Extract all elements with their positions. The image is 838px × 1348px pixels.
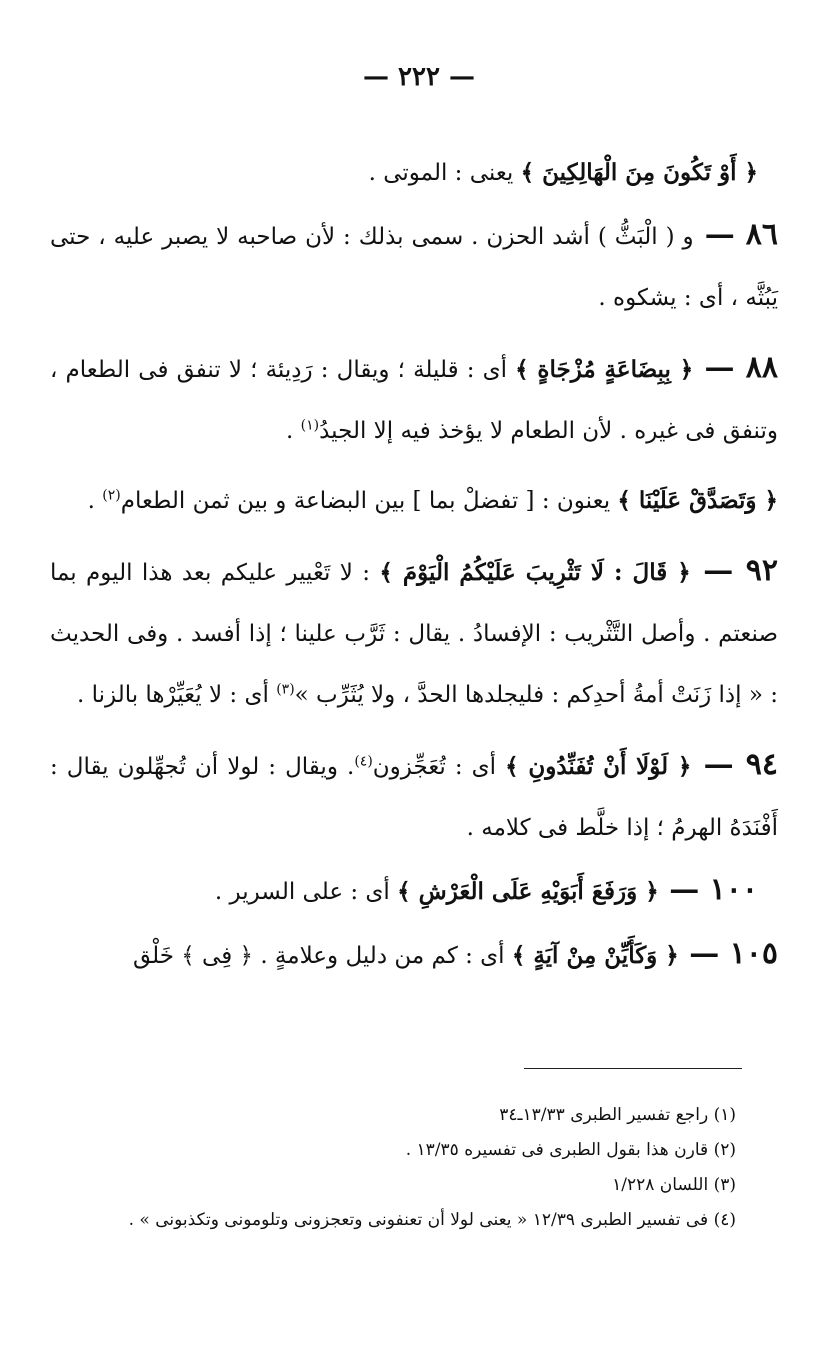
verse-number: ٩٢ —	[690, 553, 779, 588]
commentary-tail: . ويقال : لولا أن تُجهِّلون يقال : أَفْنَدَهُ الهرمُ ؛ إذا خلَّط فى كلامه .	[50, 754, 778, 841]
verse-number: ٨٦ —	[693, 217, 779, 252]
commentary-text: أى : تُعَجِّزون	[372, 754, 506, 780]
footnotes	[60, 1098, 736, 1238]
footnote-ref: (٢)	[102, 487, 121, 504]
footnote-1: (١) راجع تفسير الطبرى ١٣/٣٣ـ٣٤	[499, 1105, 736, 1125]
commentary-text: يعنون : [ تفضلْ بما ] بين البضاعة و بين ثمن الطعام	[120, 488, 618, 514]
paragraph-7	[50, 859, 778, 923]
paragraph-6	[50, 734, 778, 859]
commentary-text: أى : قليلة ؛ ويقال : رَدِيئة ؛ لا تنفق فى الطعام ، وتنفق فى غيره . لأن الطعام لا يؤخذ فيه إلا الجيدُ	[50, 357, 778, 444]
footnote-ref: (١)	[300, 417, 320, 434]
footnote-divider	[524, 1068, 742, 1069]
paragraph-3	[50, 337, 778, 462]
verse-number: ١٠٠ —	[658, 872, 758, 907]
page-number: — ٢٢٢ —	[362, 62, 476, 92]
quran-quote: ﴿ وَكَأَيِّنْ مِنْ آيَةٍ ﴾	[511, 942, 679, 969]
commentary-tail: أى : لا يُعَيِّرْها بالزنا .	[76, 682, 277, 708]
commentary-text: أى : على السرير .	[214, 879, 398, 905]
commentary-tail: .	[87, 488, 103, 514]
verse-number: ١٠٥ —	[678, 936, 778, 971]
commentary-text: يعنى : الموتى .	[368, 160, 521, 186]
verse-number: ٨٨ —	[693, 350, 778, 385]
quran-quote: ﴿ لَوْلَا أَنْ تُفَنِّدُونِ ﴾	[505, 753, 692, 780]
verse-number: ٩٤ —	[691, 747, 778, 782]
paragraph-8	[50, 923, 778, 987]
paragraph-4	[50, 470, 778, 532]
main-text	[50, 142, 778, 987]
paragraph-2	[50, 204, 778, 329]
footnote-ref: (٤)	[354, 753, 373, 770]
footnote-2: (٢) قارن هذا بقول الطبرى فى تفسيره ١٣/٣٥ .	[405, 1140, 736, 1160]
quran-quote: ﴿ بِبِضَاعَةٍ مُزْجَاةٍ ﴾	[515, 356, 694, 383]
commentary-text: و ( الْبَثُّ ) أشد الحزن . سمى بذلك : لأن صاحبه لا يصبر عليه ، حتى يَبُثَّه ، أى : يشكوه .	[50, 224, 778, 311]
footnote-4: (٤) فى تفسير الطبرى ١٢/٣٩ « يعنى لولا أن تعنفونى وتعجزونى وتلومونى وتكذبونى » .	[128, 1210, 736, 1230]
quran-quote: ﴿ أَوْ تَكُونَ مِنَ الْهَالِكِينَ ﴾	[520, 159, 758, 186]
commentary-text: أى : كم من دليل وعلامةٍ . ﴿ فِى ﴾ خَلْق	[132, 943, 512, 969]
paragraph-1	[50, 142, 778, 204]
footnote-ref: (٣)	[276, 681, 295, 698]
footnote-3: (٣) اللسان ١/٢٢٨	[612, 1175, 736, 1195]
quran-quote: ﴿ وَرَفَعَ أَبَوَيْهِ عَلَى الْعَرْشِ ﴾	[397, 878, 659, 905]
commentary-tail: .	[286, 418, 301, 444]
commentary-text: : لا تَعْيير عليكم بعد هذا اليوم بما صنعتم . وأصل التَّثْريب : الإفسادُ . يقال : ثَرَّب علينا ؛ إذا أفسد . وفى الحديث : « إذا زَنَتْ أمةُ أحدِكم : فليجلدها الحدَّ ، ولا يُثَرِّب »	[50, 560, 778, 708]
paragraph-5	[50, 540, 778, 726]
quran-quote: ﴿ وَتَصَدَّقْ عَلَيْنَا ﴾	[617, 487, 778, 514]
quran-quote: ﴿ قَالَ : لَا تَثْرِيبَ عَلَيْكُمُ الْيَوْمَ ﴾	[379, 559, 691, 586]
